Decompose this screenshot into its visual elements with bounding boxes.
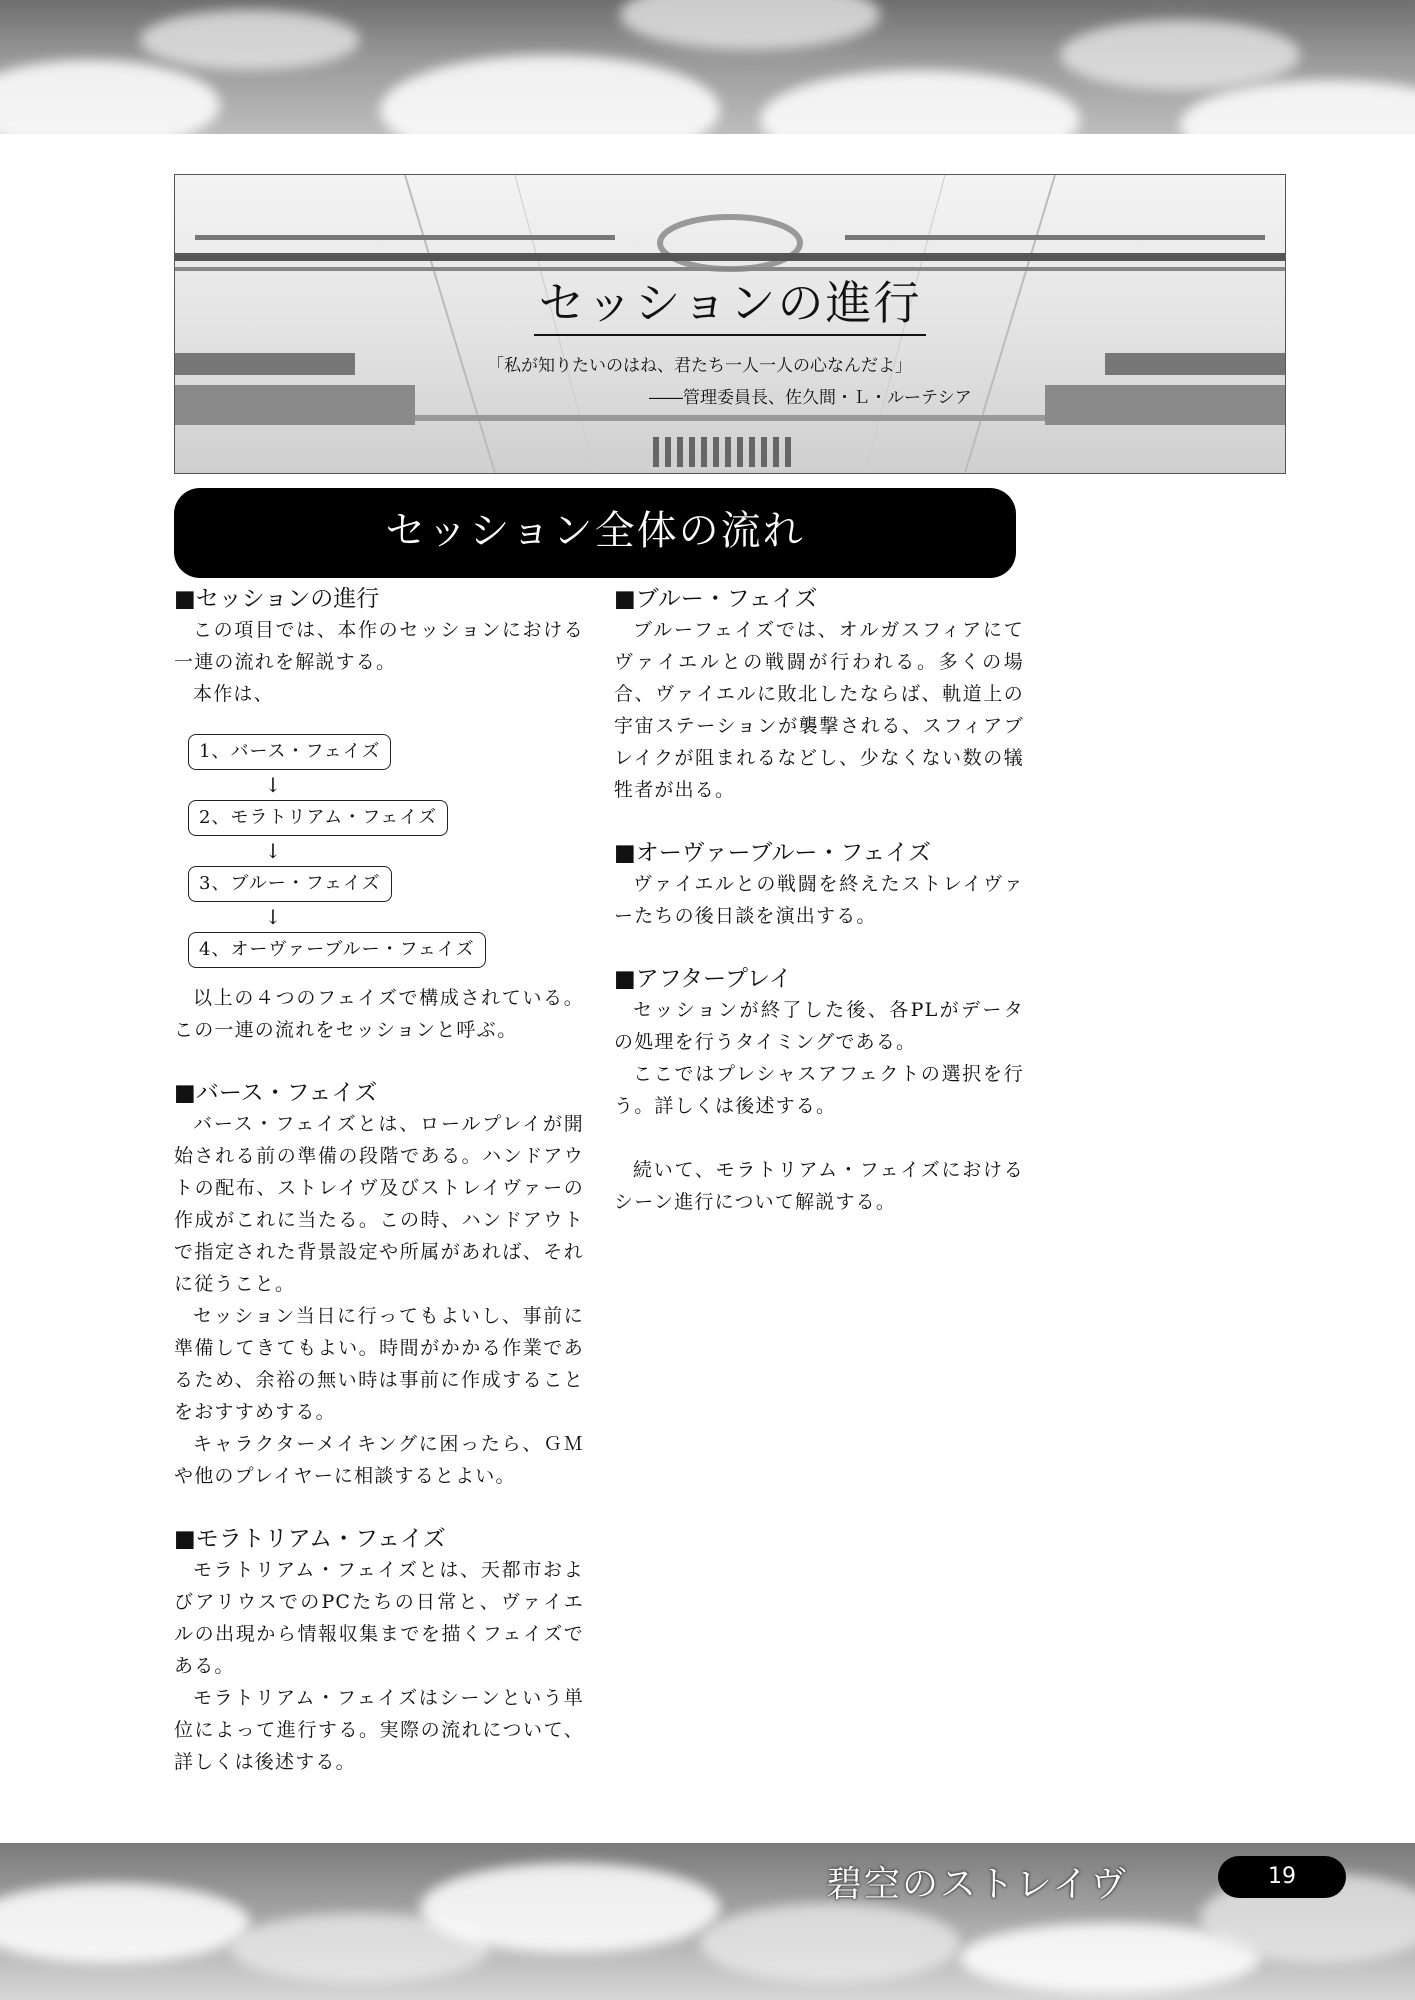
down-arrow-icon: ↓	[264, 905, 282, 929]
heading-session-progress: ■セッションの進行	[174, 586, 380, 612]
flow-step-overblue: 4、オーヴァーブルー・フェイズ	[188, 932, 486, 968]
paragraph: 続いて、モラトリアム・フェイズにおけるシーン進行について解説する。	[614, 1159, 1024, 1213]
down-arrow-icon: ↓	[264, 773, 282, 797]
heading-birth-phase: ■バース・フェイズ	[174, 1080, 378, 1106]
heading-blue-phase: ■ブルー・フェイズ	[614, 586, 818, 612]
epigraph-quote: 「私が知りたいのはね、君たち一人一人の心なんだよ」	[487, 356, 912, 376]
right-column	[614, 584, 1024, 1218]
chapter-header-panel	[174, 174, 1286, 474]
flow-step-blue: 3、ブルー・フェイズ	[188, 866, 392, 902]
chapter-title: セッションの進行	[175, 267, 1285, 333]
paragraph: この項目では、本作のセッションにおける一連の流れを解説する。	[174, 619, 584, 673]
paragraph: キャラクターメイキングに困ったら、ＧＭや他のプレイヤーに相談するとよい。	[174, 1433, 584, 1487]
paragraph: ブルーフェイズでは、オルガスフィアにてヴァイエルとの戦闘が行われる。多くの場合、ヴァイエルに敗北したならば、軌道上の宇宙ステーションが襲撃される、スフィアブレイクが阻まれるなどし、少なくない数の犠牲者が出る。	[614, 619, 1024, 801]
paragraph: バース・フェイズとは、ロールプレイが開始される前の準備の段階である。ハンドアウトの配布、ストレイヴ及びストレイヴァーの作成がこれに当たる。この時、ハンドアウトで指定された背景設定や所属があれば、それに従うこと。	[174, 1113, 584, 1295]
section-title-banner: セッション全体の流れ	[174, 488, 1016, 578]
phase-flow-diagram	[188, 734, 584, 968]
left-column	[174, 584, 584, 1778]
book-title: 碧空のストレイヴ	[826, 1864, 1129, 1905]
paragraph: ヴァイエルとの戦闘を終えたストレイヴァーたちの後日談を演出する。	[614, 873, 1024, 927]
top-sky-banner	[0, 0, 1415, 134]
flow-step-moratorium: 2、モラトリアム・フェイズ	[188, 800, 448, 836]
page-number-badge: 19	[1218, 1856, 1346, 1898]
flow-step-birth: 1、バース・フェイズ	[188, 734, 391, 770]
heading-afterplay: ■アフタープレイ	[614, 966, 792, 992]
paragraph: ここではプレシャスアフェクトの選択を行う。詳しくは後述する。	[614, 1063, 1024, 1117]
down-arrow-icon: ↓	[264, 839, 282, 863]
paragraph: モラトリアム・フェイズとは、天都市およびアリウスでのPCたちの日常と、ヴァイエルの出現から情報収集までを描くフェイズである。	[174, 1559, 584, 1677]
paragraph: モラトリアム・フェイズはシーンという単位によって進行する。実際の流れについて、詳しくは後述する。	[174, 1687, 584, 1773]
paragraph: 以上の４つのフェイズで構成されている。この一連の流れをセッションと呼ぶ。	[174, 987, 584, 1041]
paragraph: セッションが終了した後、各PLがデータの処理を行うタイミングである。	[614, 999, 1024, 1053]
heading-overblue-phase: ■オーヴァーブルー・フェイズ	[614, 840, 932, 866]
bottom-sky-banner	[0, 1843, 1415, 2000]
paragraph: セッション当日に行ってもよいし、事前に準備してきてもよい。時間がかかる作業であるため、余裕の無い時は事前に作成することをおすすめする。	[174, 1305, 584, 1423]
heading-moratorium-phase: ■モラトリアム・フェイズ	[174, 1526, 446, 1552]
epigraph-attribution: ――管理委員長、佐久間・Ｌ・ルーテシア	[649, 388, 972, 408]
paragraph: 本作は、	[193, 683, 274, 705]
